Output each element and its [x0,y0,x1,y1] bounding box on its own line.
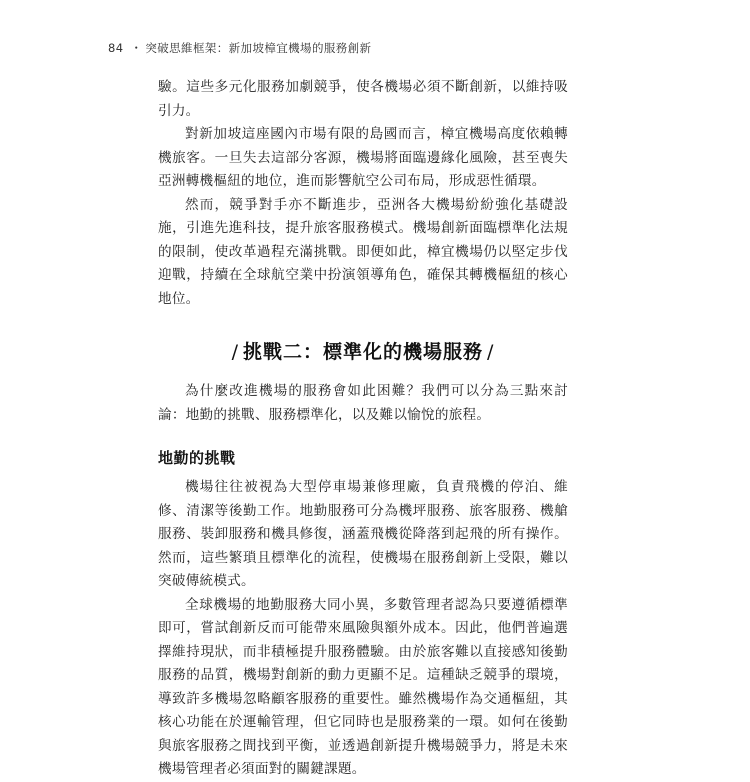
running-head-separator: ・ [130,41,143,55]
section-title [158,337,568,364]
section-title-slash-right: / [487,341,495,363]
paragraph-competition: 然而，競爭對手亦不斷進步，亞洲各大機場紛紛強化基礎設施，引進先進科技，提升旅客服務模式。機場創新面臨標準化法規的限制，使改革過程充滿挑戰。即便如此，樟宜機場仍以堅定步伐迎戰，持續在全球航空業中扮演領導角色，確保其轉機樞紐的核心地位。 [158,196,568,307]
book-title: 突破思維框架：新加坡樟宜機場的服務創新 [145,41,372,55]
paragraph-global-ground-services: 全球機場的地勤服務大同小異，多數管理者認為只要遵循標準即可，嘗試創新反而可能帶來風險與額外成本。因此，他們普遍選擇維持現狀，而非積極提升服務體驗。由於旅客難以直接感知後勤服務的品質，機場對創新的動力更顯不足。這種缺乏競爭的環境，導致許多機場忽略顧客服務的重要性。雖然機場作為交通樞紐，其核心功能在於運輸管理，但它同時也是服務業的一環。如何在後勤與旅客服務之間找到平衡，並透過創新提升機場競爭力，將是未來機場管理者必須面對的關鍵課題。 [158,596,568,777]
paragraph-continued: 驗。這些多元化服務加劇競爭，使各機場必須不斷創新，以維持吸引力。 [158,79,568,119]
section-title-text: 挑戰二：標準化的機場服務 [242,341,483,363]
subsection-heading: 地勤的挑戰 [158,449,236,467]
page-number: 84 [108,41,124,55]
running-head [108,40,371,56]
page-content [158,76,568,782]
paragraph-singapore-market: 對新加坡這座國內市場有限的島國而言，樟宜機場高度依賴轉機旅客。一旦失去這部分客源，機場將面臨邊緣化風險，甚至喪失亞洲轉機樞紐的地位，進而影響航空公司布局，形成惡性循環。 [158,126,568,189]
section-intro-paragraph: 為什麼改進機場的服務會如此困難？我們可以分為三點來討論：地勤的挑戰、服務標準化，以及難以愉悅的旅程。 [158,383,568,423]
section-title-slash-left: / [231,341,239,363]
paragraph-ground-services: 機場往往被視為大型停車場兼修理廠，負責飛機的停泊、維修、清潔等後勤工作。地勤服務可分為機坪服務、旅客服務、機艙服務、裝卸服務和機具修復，涵蓋飛機從降落到起飛的所有操作。然而，這些繁瑣且標準化的流程，使機場在服務創新上受限，難以突破傳統模式。 [158,479,568,589]
